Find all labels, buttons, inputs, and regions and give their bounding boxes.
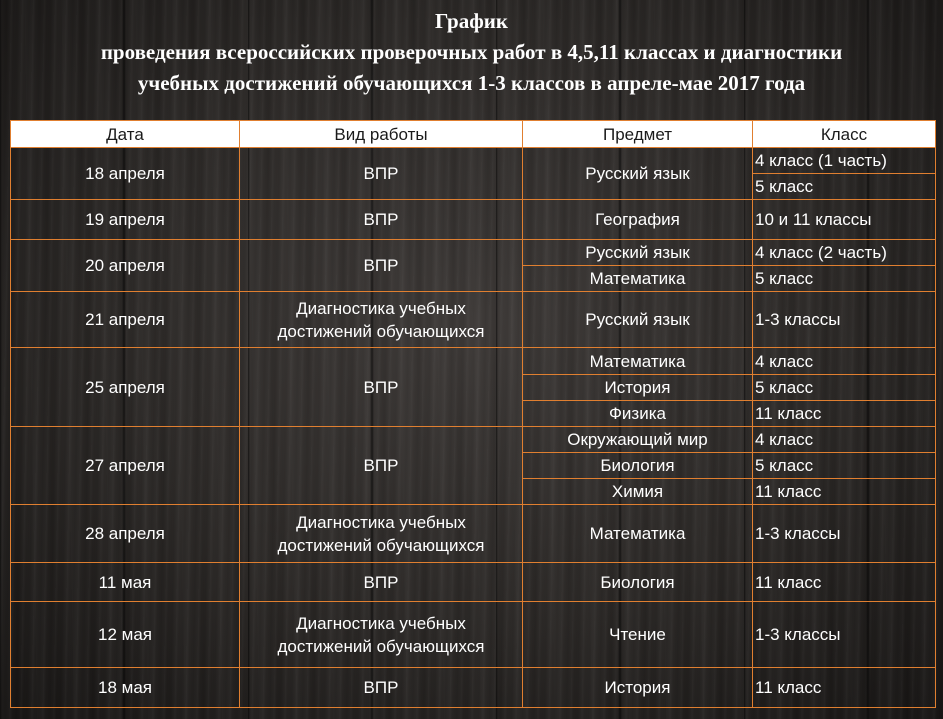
cell-work-type xyxy=(240,563,523,602)
cell-date: 25 апреля xyxy=(11,348,240,427)
cell-work-type xyxy=(240,240,523,292)
cell-date: 11 мая xyxy=(11,563,240,602)
cell-class: 10 и 11 классы xyxy=(753,200,936,240)
cell-date: 21 апреля xyxy=(11,292,240,348)
work-type-line: ВПР xyxy=(363,164,399,183)
document-heading xyxy=(0,6,943,99)
cell-subject: Русский язык xyxy=(523,292,753,348)
header-work-type: Вид работы xyxy=(240,121,523,148)
cell-work-type xyxy=(240,427,523,505)
table-row xyxy=(11,148,936,174)
cell-date: 12 мая xyxy=(11,602,240,668)
header-date: Дата xyxy=(11,121,240,148)
heading-subtitle-line-2: учебных достижений обучающихся 1-3 классов в апреле-мае 2017 года xyxy=(137,71,806,95)
work-type-line: ВПР xyxy=(363,256,399,275)
cell-class: 11 класс xyxy=(753,401,936,427)
heading-subtitle-line-1: проведения всероссийских проверочных работ в 4,5,11 классах и диагностики xyxy=(100,40,843,64)
cell-work-type xyxy=(240,148,523,200)
work-type-line: Диагностика учебных xyxy=(296,298,466,318)
header-class: Класс xyxy=(753,121,936,148)
cell-subject: Чтение xyxy=(523,602,753,668)
table-row xyxy=(11,505,936,563)
cell-subject: Физика xyxy=(523,401,753,427)
work-type-line: ВПР xyxy=(363,678,399,697)
cell-class: 1-3 классы xyxy=(753,602,936,668)
cell-date: 19 апреля xyxy=(11,200,240,240)
work-type-line: достижений обучающихся xyxy=(277,535,485,555)
cell-class: 4 класс xyxy=(753,348,936,375)
cell-date: 20 апреля xyxy=(11,240,240,292)
cell-class: 5 класс xyxy=(753,375,936,401)
cell-class: 4 класс (2 часть) xyxy=(753,240,936,266)
cell-date: 28 апреля xyxy=(11,505,240,563)
cell-subject: Окружающий мир xyxy=(523,427,753,453)
cell-work-type xyxy=(240,348,523,427)
work-type-line: ВПР xyxy=(363,572,399,592)
heading-title: График xyxy=(435,9,508,33)
cell-subject: Математика xyxy=(523,266,753,292)
table-row xyxy=(11,563,936,602)
table-row xyxy=(11,427,936,453)
cell-subject: Русский язык xyxy=(523,240,753,266)
cell-subject: Химия xyxy=(523,479,753,505)
work-type-line: Диагностика учебных xyxy=(296,613,466,633)
table-header-row xyxy=(11,121,936,148)
cell-class: 5 класс xyxy=(753,453,936,479)
cell-class: 11 класс xyxy=(753,479,936,505)
cell-date: 27 апреля xyxy=(11,427,240,505)
cell-class: 1-3 классы xyxy=(753,292,936,348)
table-row xyxy=(11,292,936,348)
cell-subject: История xyxy=(523,375,753,401)
work-type-line: Диагностика учебных xyxy=(296,512,466,532)
cell-subject: Биология xyxy=(523,453,753,479)
cell-subject: Биология xyxy=(523,563,753,602)
table-row xyxy=(11,348,936,375)
cell-class: 4 класс (1 часть) xyxy=(753,148,936,174)
table-body xyxy=(11,148,936,708)
cell-class: 11 класс xyxy=(753,668,936,708)
work-type-line: достижений обучающихся xyxy=(277,636,485,656)
cell-class: 1-3 классы xyxy=(753,505,936,563)
work-type-line: ВПР xyxy=(363,456,399,475)
table-row xyxy=(11,602,936,668)
cell-work-type xyxy=(240,200,523,240)
cell-subject: История xyxy=(523,668,753,708)
cell-class: 5 класс xyxy=(753,266,936,292)
cell-subject: Русский язык xyxy=(523,148,753,200)
work-type-line: достижений обучающихся xyxy=(277,321,485,341)
cell-date: 18 мая xyxy=(11,668,240,708)
cell-class: 4 класс xyxy=(753,427,936,453)
cell-subject: Математика xyxy=(523,505,753,563)
cell-subject: География xyxy=(523,200,753,240)
cell-work-type xyxy=(240,505,523,563)
work-type-line: ВПР xyxy=(363,210,399,229)
cell-class: 11 класс xyxy=(753,563,936,602)
cell-work-type xyxy=(240,668,523,708)
schedule-table xyxy=(10,120,936,708)
cell-class: 5 класс xyxy=(753,174,936,200)
cell-work-type xyxy=(240,292,523,348)
header-subject: Предмет xyxy=(523,121,753,148)
cell-date: 18 апреля xyxy=(11,148,240,200)
table-row xyxy=(11,668,936,708)
table-row xyxy=(11,200,936,240)
table-row xyxy=(11,240,936,266)
work-type-line: ВПР xyxy=(363,377,399,397)
cell-work-type xyxy=(240,602,523,668)
cell-subject: Математика xyxy=(523,348,753,375)
